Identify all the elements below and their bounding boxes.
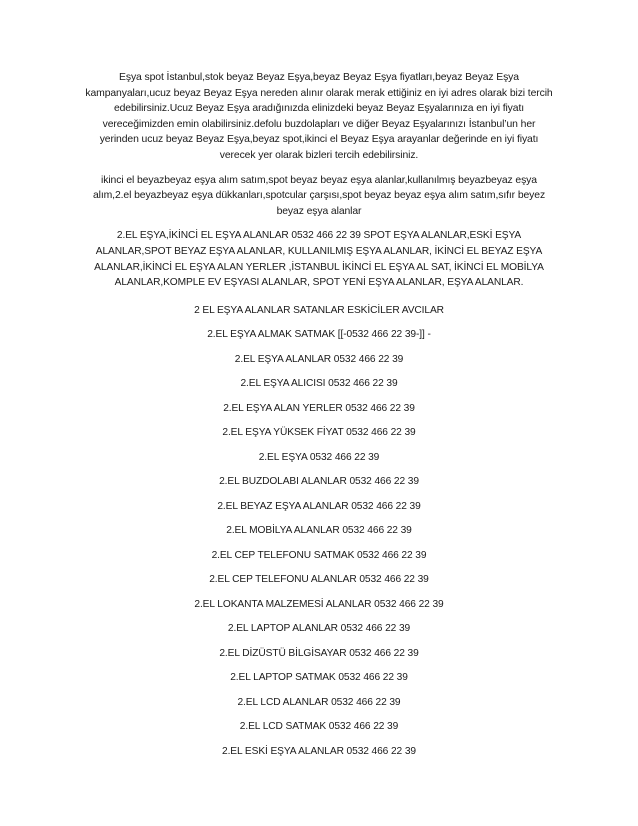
list-item: 2.EL EŞYA YÜKSEK FİYAT 0532 466 22 39 bbox=[222, 427, 416, 439]
list-item: 2.EL CEP TELEFONU SATMAK 0532 466 22 39 bbox=[211, 549, 427, 561]
list-item: 2.EL LAPTOP SATMAK 0532 466 22 39 bbox=[230, 672, 408, 684]
list-item: 2.EL EŞYA ALICISI 0532 466 22 39 bbox=[240, 378, 398, 390]
list-item: 2.EL LOKANTA MALZEMESİ ALANLAR 0532 466 22 39 bbox=[194, 598, 444, 610]
list-item: 2.EL EŞYA ALMAK SATMAK [[-0532 466 22 39-]] - bbox=[207, 329, 431, 341]
list-item: 2.EL EŞYA ALAN YERLER 0532 466 22 39 bbox=[223, 402, 415, 414]
list-item: 2.EL EŞYA ALANLAR 0532 466 22 39 bbox=[234, 353, 404, 365]
list-item: 2.EL BEYAZ EŞYA ALANLAR 0532 466 22 39 bbox=[217, 500, 421, 512]
list-item: 2.EL EŞYA 0532 466 22 39 bbox=[258, 451, 380, 463]
list-item: 2.EL CEP TELEFONU ALANLAR 0532 466 22 39 bbox=[209, 574, 429, 586]
list-item: 2.EL LAPTOP ALANLAR 0532 466 22 39 bbox=[227, 623, 411, 635]
list-item: 2.EL LCD SATMAK 0532 466 22 39 bbox=[239, 721, 399, 733]
keywords-paragraph: ikinci el beyazbeyaz eşya alım satım,spot beyaz beyaz eşya alanlar,kullanılmış beyazbeyaz eşya alım,2.el beyazbeyaz eşya dükkanları,spotcular çarşısı,spot beyaz beyaz eşya alım satım,sıfır beyez beyaz eşya alanlar bbox=[92, 174, 546, 217]
services-paragraph: 2.EL EŞYA,İKİNCİ EL EŞYA ALANLAR 0532 466 22 39 SPOT EŞYA ALANLAR,ESKİ EŞYA ALANLAR,SPOT BEYAZ EŞYA ALANLAR, KULLANILMIŞ EŞYA ALANLAR, İKİNCİ EL BEYAZ EŞYA ALANLAR,İKİNCİ EL EŞYA ALAN YERLER ,İSTANBUL İKİNCİ EL EŞYA AL SAT, İKİNCİ EL MOBİLYA ALANLAR,KOMPLE EV EŞYASI ALANLAR, SPOT YENİ EŞYA ALANLAR, EŞYA ALANLAR. bbox=[94, 230, 544, 289]
list-item: 2 EL EŞYA ALANLAR SATANLAR ESKİCİLER AVCILAR bbox=[194, 304, 444, 316]
intro-paragraph: Eşya spot İstanbul,stok beyaz Beyaz Eşya,beyaz Beyaz Eşya fiyatları,beyaz Beyaz Eşya kampanyaları,ucuz beyaz Beyaz Eşya nereden alınır olarak merak ettiğiniz en iyi adres olarak bizi tercih edebilirsiniz.Ucuz Beyaz Eşya aradığınızda elinizdeki beyaz Beyaz Eşyalarınıza en iyi fiyatı vereceğimizden emin olabilirsiniz.defolu buzdolapları ve diğer Beyaz Eşyalarınızı İstanbul’un her yerinden ucuz beyaz Beyaz Eşya,beyaz spot,ikinci el Beyaz Eşya arayanlar değerinde en iyi fiyatı verecek yer olarak bizleri tercih edebilirsiniz. bbox=[85, 72, 553, 161]
list-item: 2.EL BUZDOLABI ALANLAR 0532 466 22 39 bbox=[219, 476, 419, 488]
list-item: 2.EL DİZÜSTÜ BİLGİSAYAR 0532 466 22 39 bbox=[219, 647, 419, 659]
list-item: 2.EL ESKİ EŞYA ALANLAR 0532 466 22 39 bbox=[222, 745, 416, 757]
document-page bbox=[82, 70, 556, 769]
list-item: 2.EL MOBİLYA ALANLAR 0532 466 22 39 bbox=[226, 525, 412, 537]
phone-listing bbox=[82, 304, 556, 758]
list-item: 2.EL LCD ALANLAR 0532 466 22 39 bbox=[237, 696, 401, 708]
